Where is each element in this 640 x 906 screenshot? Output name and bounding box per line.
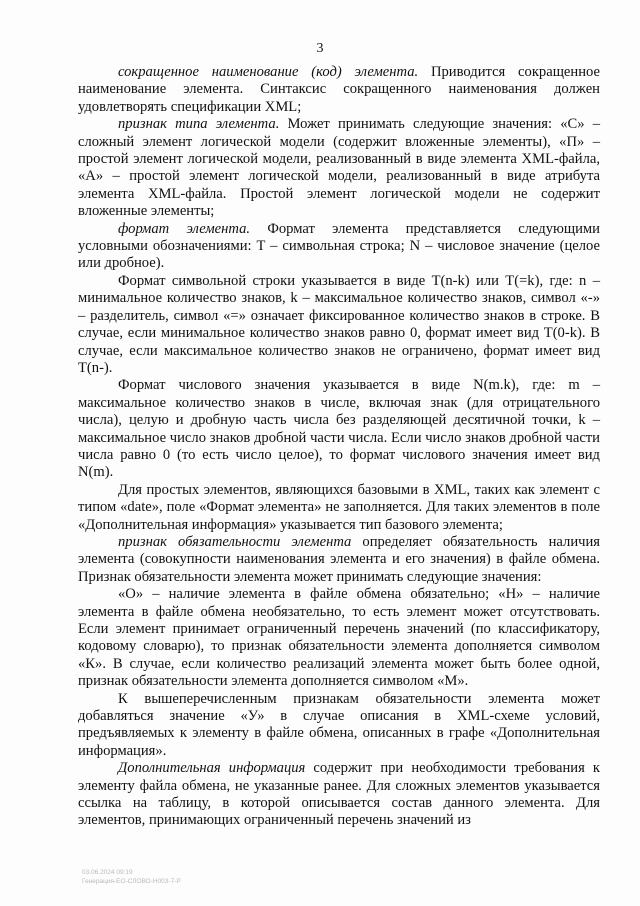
- page-number: 3: [316, 41, 324, 56]
- paragraph-text: Формат числового значения указывается в виде N(m.k), где: m – максимальное количество знаков в числе, включая знак (для отрицательного числа), целую и дробную часть числа без разделяющей десятичной точки, k – максимальное число знаков дробной части числа. Если число знаков дробной части числа равно 0 (то есть число целое), то формат числового значения имеет вид N(m).: [78, 377, 600, 481]
- paragraph-text: Формат элемента представляется следующими условными обозначениями: T – символьная строка; N – числовое значение (целое или дробное).: [78, 220, 600, 272]
- paragraph: [78, 691, 600, 761]
- paragraph: [78, 273, 600, 377]
- print-stamp: [82, 868, 181, 886]
- paragraph: [78, 221, 600, 273]
- paragraph-term: Дополнительная информация: [118, 760, 306, 777]
- document-body: [78, 64, 600, 830]
- paragraph: [78, 482, 600, 534]
- paragraph: [78, 377, 600, 481]
- paragraph-term: формат элемента.: [118, 220, 251, 237]
- paragraph-term: сокращенное наименование (код) элемента.: [118, 64, 419, 80]
- paragraph-term: признак обязательности элемента: [118, 533, 352, 550]
- paragraph-text: Для простых элементов, являющихся базовыми в XML, таких как элемент с типом «date», поле «Формат элемента» не заполняется. Для таких элементов в поле «Дополнительная информация» указывается тип базового элемента;: [78, 481, 600, 533]
- paragraph-text: «О» – наличие элемента в файле обмена обязательно; «Н» – наличие элемента в файле обмена необязательно, то есть элемент может отсутствовать. Если элемент принимает ограниченный перечень значений (по классификатору, кодовому словарю), то признак обязательности элемента дополняется символом «К». В случае, если количество реализаций элемента может быть более одной, признак обязательности элемента дополняется символом «М».: [78, 586, 600, 690]
- paragraph: [78, 64, 600, 116]
- paragraph-text: Может принимать следующие значения: «С» – сложный элемент логической модели (содержит вложенные элементы), «П» – простой элемент логической модели, реализованный в виде элемента XML-файла, «А» – простой элемент логической модели, реализованный в виде атрибута элемента XML-файла. Простой элемент логической модели не содержит вложенные элементы;: [78, 116, 600, 220]
- paragraph-text: К вышеперечисленным признакам обязательности элемента может добавляться значение «У» в случае описания в XML-схеме условий, предъявляемых к элементу в файле обмена, описанных в графе «Дополнительная информация».: [78, 690, 600, 759]
- paragraph-text: Формат символьной строки указывается в виде T(n-k) или T(=k), где: n – минимальное количество знаков, k – максимальное количество знаков, символ «-» – разделитель, символ «=» означает фиксированное количество знаков в строке. В случае, если минимальное количество знаков равно 0, формат имеет вид T(0-k). В случае, если максимальное количество знаков не ограничено, формат имеет вид T(n-).: [78, 272, 600, 376]
- paragraph: [78, 534, 600, 586]
- stamp-date: 03.06.2024 09:19: [82, 869, 133, 876]
- paragraph: [78, 116, 600, 220]
- paragraph-text: Приводится сокращенное наименование элемента. Синтаксис сокращенного наименования должен удовлетворять спецификации XML;: [78, 64, 600, 115]
- stamp-id: Генерация-ЕО-СЛОВО-Н003-7-Р: [82, 878, 181, 885]
- paragraph: [78, 586, 600, 690]
- paragraph-text: определяет обязательность наличия элемента (совокупности наименования элемента и его значения) в файле обмена. Признак обязательности элемента может принимать следующие значения:: [78, 533, 600, 585]
- paragraph: [78, 760, 600, 830]
- paragraph-text: содержит при необходимости требования к элементу файла обмена, не указанные ранее. Для сложных элементов указывается ссылка на таблицу, в которой описывается состав данного элемента. Для элементов, принимающих ограниченный перечень значений из: [78, 760, 601, 829]
- paragraph-term: признак типа элемента.: [118, 116, 280, 133]
